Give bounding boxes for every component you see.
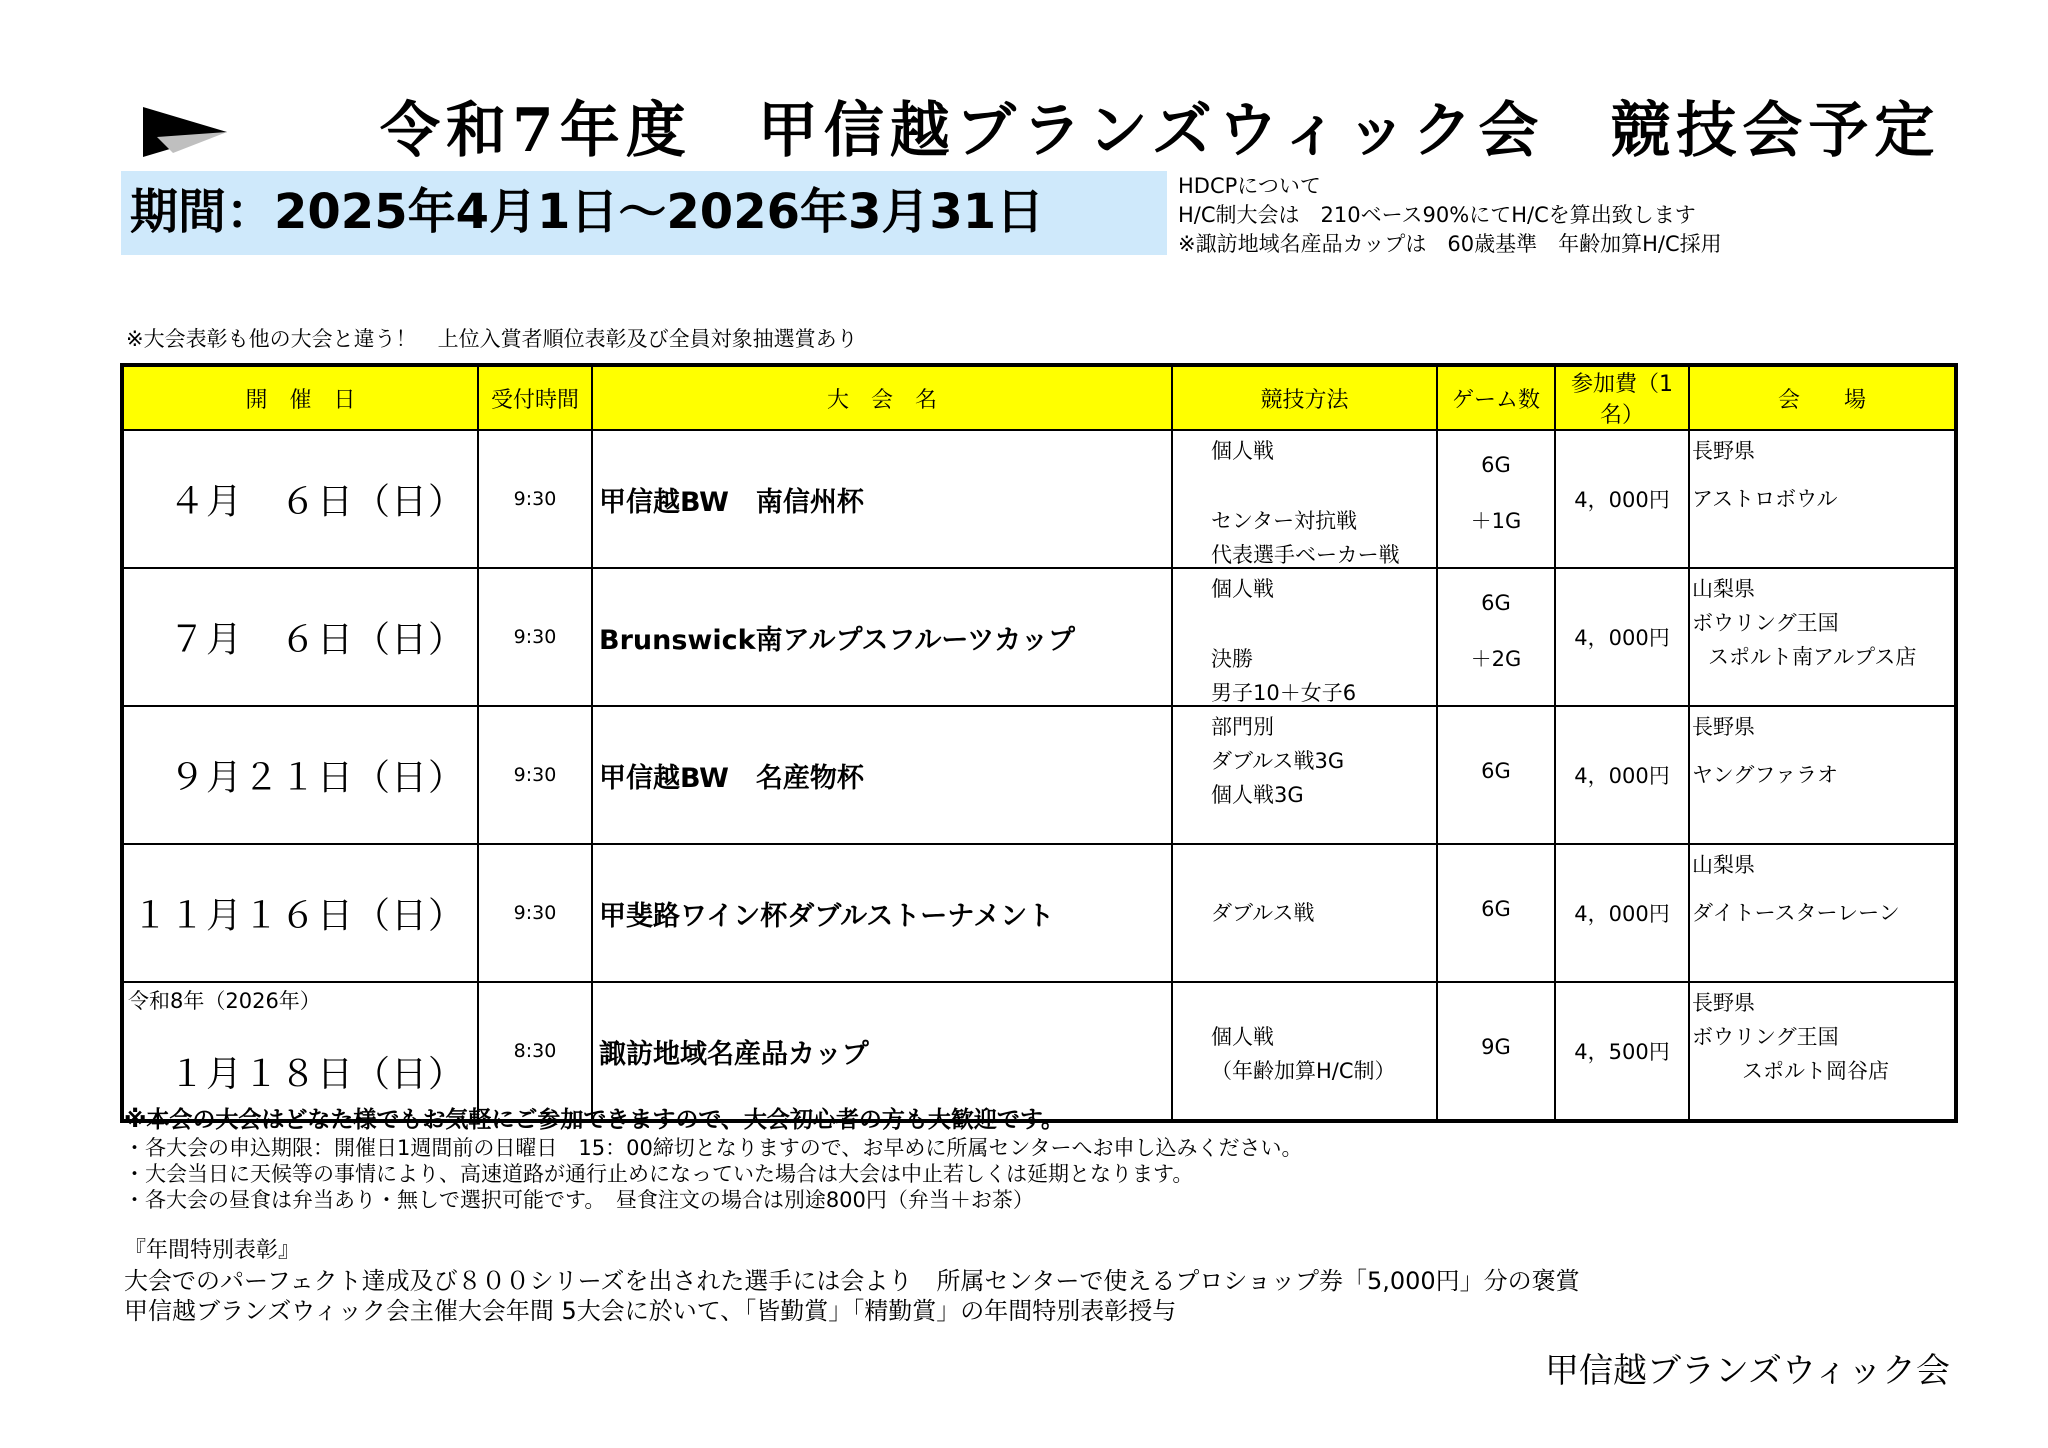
venue-line: スポルト岡谷店 xyxy=(1742,1059,1889,1083)
venue-line: 山梨県 xyxy=(1692,577,1755,601)
games-cell xyxy=(1437,706,1555,844)
event-name: 甲信越BW 南信州杯 xyxy=(592,430,1172,568)
date-cell xyxy=(122,982,478,1121)
reception-time: 8:30 xyxy=(478,982,592,1121)
method-cell xyxy=(1172,568,1437,706)
col-header-name: 大 会 名 xyxy=(592,365,1172,430)
event-name: 甲斐路ワイン杯ダブルストーナメント xyxy=(592,844,1172,982)
venue-cell xyxy=(1689,706,1956,844)
fee: 4，000円 xyxy=(1555,568,1689,706)
games-line: ＋1G xyxy=(1470,509,1522,533)
games-line: 9G xyxy=(1481,1035,1511,1059)
notes-item: ・大会当日に天候等の事情により、高速道路が通行止めになっていた場合は大会は中止若しくは延期となります。 xyxy=(124,1162,1194,1186)
venue-line: ヤングファラオ xyxy=(1692,763,1838,787)
col-header-fee: 参加費（1名） xyxy=(1555,365,1689,430)
method-cell xyxy=(1172,844,1437,982)
event-date: １月１８日（日） xyxy=(168,1054,465,1095)
table-row xyxy=(122,430,1956,568)
venue-cell xyxy=(1689,430,1956,568)
notes-headline: ※本会の大会はどなた様でもお気軽にご参加できますので、大会初心者の方も大歓迎です。 xyxy=(124,1107,1065,1133)
hdcp-info xyxy=(1178,172,1722,259)
method-line: 決勝 xyxy=(1211,647,1253,671)
table-row xyxy=(122,844,1956,982)
col-header-method: 競技方法 xyxy=(1172,365,1437,430)
fee: 4，000円 xyxy=(1555,706,1689,844)
venue-line: アストロボウル xyxy=(1692,487,1838,511)
date-cell xyxy=(122,568,478,706)
reception-time: 9:30 xyxy=(478,430,592,568)
method-cell xyxy=(1172,706,1437,844)
method-line: 男子10＋女子6 xyxy=(1211,681,1357,705)
method-line: 個人戦 xyxy=(1211,577,1274,601)
reception-time: 9:30 xyxy=(478,706,592,844)
notes-item: ・各大会の申込期限：開催日1週間前の日曜日 15：00締切となりますので、お早めに所属センターへお申し込みください。 xyxy=(124,1136,1303,1160)
method-line: 個人戦3G xyxy=(1211,783,1304,807)
method-line: センター対抗戦 xyxy=(1211,509,1358,533)
method-line: ダブルス戦3G xyxy=(1211,749,1345,773)
organizer-name: 甲信越ブランズウィック会 xyxy=(1545,1351,1950,1391)
reception-time: 9:30 xyxy=(478,844,592,982)
event-date: ９月２１日（日） xyxy=(168,757,465,799)
venue-cell xyxy=(1689,844,1956,982)
event-date: ７月 ６日（日） xyxy=(168,619,465,661)
fee: 4，000円 xyxy=(1555,430,1689,568)
method-line: （年齢加算H/C制） xyxy=(1211,1059,1396,1083)
games-cell xyxy=(1437,430,1555,568)
games-cell xyxy=(1437,568,1555,706)
event-date: ４月 ６日（日） xyxy=(168,481,465,523)
col-header-time: 受付時間 xyxy=(478,365,592,430)
fee: 4，000円 xyxy=(1555,844,1689,982)
event-name: 甲信越BW 名産物杯 xyxy=(592,706,1172,844)
venue-line: 長野県 xyxy=(1692,715,1755,739)
hdcp-line: ※諏訪地域名産品カップは 60歳基準 年齢加算H/C採用 xyxy=(1178,232,1722,256)
col-header-date: 開 催 日 xyxy=(122,365,478,430)
event-name: 諏訪地域名産品カップ xyxy=(592,982,1172,1121)
games-line: 6G xyxy=(1481,897,1511,921)
games-line: ＋2G xyxy=(1470,647,1522,671)
venue-cell xyxy=(1689,982,1956,1121)
table-header-row xyxy=(122,365,1956,430)
date-cell xyxy=(122,706,478,844)
games-line: 6G xyxy=(1481,453,1511,477)
venue-line: 長野県 xyxy=(1692,439,1755,463)
fee: 4，500円 xyxy=(1555,982,1689,1121)
special-award-line: 大会でのパーフェクト達成及び８００シリーズを出された選手には会より 所属センターで使えるプロショップ券「5,000円」分の褒賞 xyxy=(124,1267,1580,1295)
games-line: 6G xyxy=(1481,759,1511,783)
table-row xyxy=(122,982,1956,1121)
method-line: ダブルス戦 xyxy=(1211,901,1315,925)
method-line: 部門別 xyxy=(1211,715,1274,739)
method-cell xyxy=(1172,982,1437,1121)
method-line: 個人戦 xyxy=(1211,1025,1274,1049)
method-line: 代表選手ベーカー戦 xyxy=(1211,543,1400,567)
notes-item: ・各大会の昼食は弁当あり・無しで選択可能です。 昼食注文の場合は別途800円（弁当＋お茶） xyxy=(124,1188,1034,1212)
award-note: ※大会表彰も他の大会と違う！ 上位入賞者順位表彰及び全員対象抽選賞あり xyxy=(126,327,858,351)
date-cell xyxy=(122,844,478,982)
event-name: Brunswick南アルプスフルーツカップ xyxy=(592,568,1172,706)
date-era-prefix: 令和8年（2026年） xyxy=(128,989,321,1013)
table-row xyxy=(122,568,1956,706)
date-cell xyxy=(122,430,478,568)
venue-line: 山梨県 xyxy=(1692,853,1755,877)
method-cell xyxy=(1172,430,1437,568)
special-award-heading: 『年間特別表彰』 xyxy=(124,1238,301,1263)
games-line: 6G xyxy=(1481,591,1511,615)
table-row xyxy=(122,706,1956,844)
venue-line: スポルト南アルプス店 xyxy=(1708,645,1917,669)
venue-line: 長野県 xyxy=(1692,991,1755,1015)
games-cell xyxy=(1437,982,1555,1121)
hdcp-line: HDCPについて xyxy=(1178,174,1321,198)
venue-line: ダイトースターレーン xyxy=(1692,901,1900,925)
period-text: 期間：2025年4月1日～2026年3月31日 xyxy=(130,184,1045,240)
games-cell xyxy=(1437,844,1555,982)
hdcp-line: H/C制大会は 210ベース90%にてH/Cを算出致します xyxy=(1178,203,1696,227)
venue-line: ボウリング王国 xyxy=(1692,611,1839,635)
method-line: 個人戦 xyxy=(1211,439,1274,463)
reception-time: 9:30 xyxy=(478,568,592,706)
flag-arrow-logo-icon xyxy=(143,107,227,157)
col-header-venue: 会 場 xyxy=(1689,365,1956,430)
schedule-table xyxy=(120,363,1958,1123)
venue-line: ボウリング王国 xyxy=(1692,1025,1839,1049)
event-date: １１月１６日（日） xyxy=(131,895,465,937)
special-award-line: 甲信越ブランズウィック会主催大会年間 5大会に於いて、「皆勤賞」「精勤賞」の年間特別表彰授与 xyxy=(124,1297,1177,1325)
page-title: 令和7年度 甲信越ブランズウィック会 競技会予定 xyxy=(380,96,1941,166)
col-header-games: ゲーム数 xyxy=(1437,365,1555,430)
venue-cell xyxy=(1689,568,1956,706)
